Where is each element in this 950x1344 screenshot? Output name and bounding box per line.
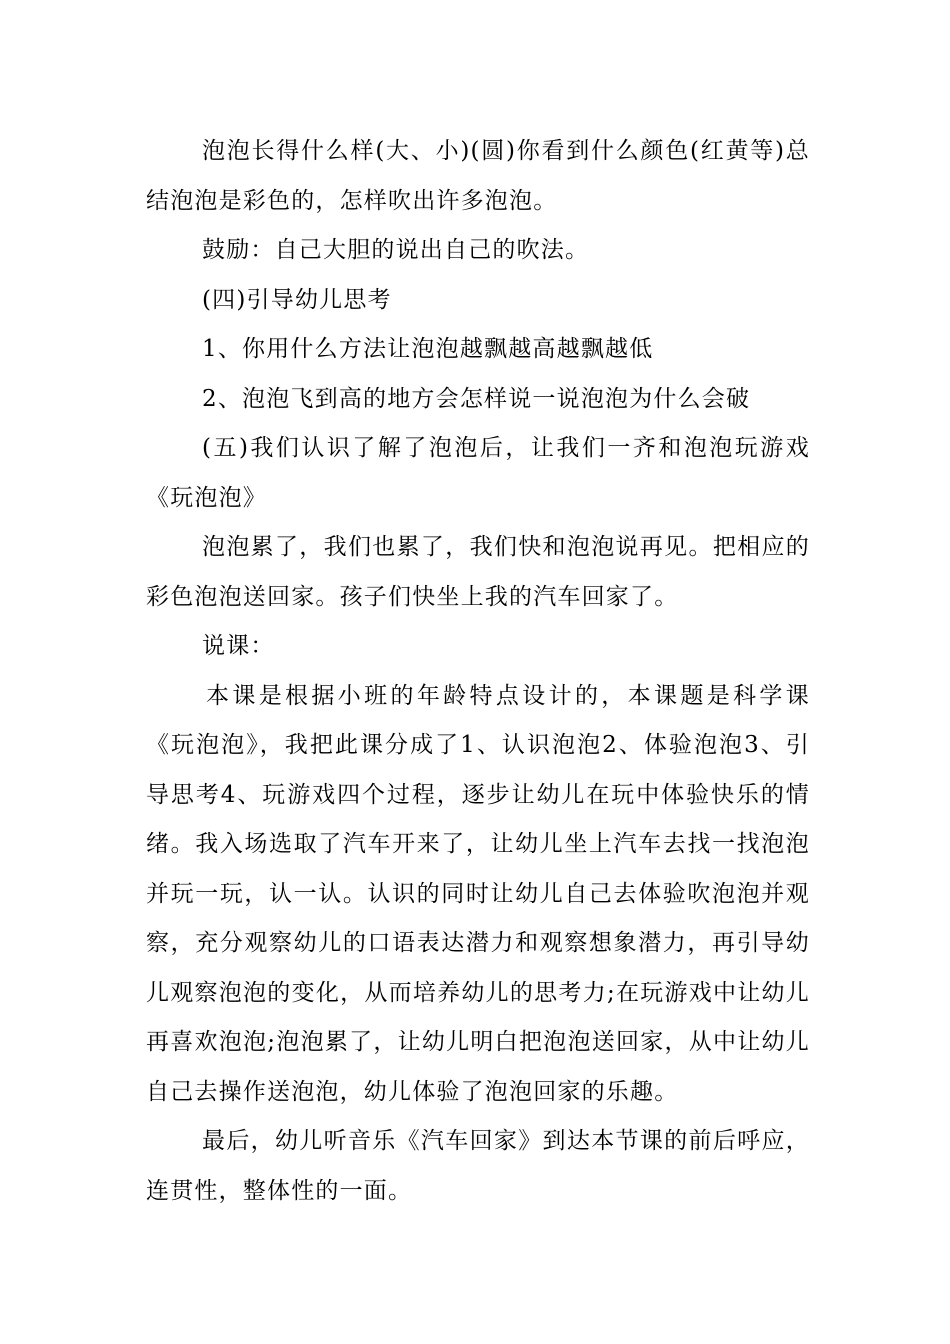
paragraph-goodbye: 泡泡累了，我们也累了，我们快和泡泡说再见。把相应的彩色泡泡送回家。孩子们快坐上我的汽车回家了。 — [146, 534, 810, 610]
section-heading-five: (五)我们认识了解了泡泡后，让我们一齐和泡泡玩游戏《玩泡泡》 — [146, 435, 810, 511]
paragraph-lesson-summary: 本课是根据小班的年龄特点设计的，本课题是科学课《玩泡泡》，我把此课分成了1、认识泡泡2、体验泡泡3、引导思考4、玩游戏四个过程，逐步让幼儿在玩中体验快乐的情绪。我入场选取了汽车开来了，让幼儿坐上汽车去找一找泡泡并玩一玩，认一认。认识的同时让幼儿自己去体验吹泡泡并观察，充分观察幼儿的口语表达潜力和观察想象潜力，再引导幼儿观察泡泡的变化，从而培养幼儿的思考力;在玩游戏中让幼儿再喜欢泡泡;泡泡累了，让幼儿明白把泡泡送回家，从中让幼儿自己去操作送泡泡，幼儿体验了泡泡回家的乐趣。 — [146, 682, 810, 1105]
list-item-2: 2、泡泡飞到高的地方会怎样说一说泡泡为什么会破 — [202, 385, 751, 412]
lesson-talk-heading: 说课： — [202, 633, 275, 659]
paragraph-conclusion: 最后，幼儿听音乐《汽车回家》到达本节课的前后呼应，连贯性，整体性的一面。 — [146, 1128, 810, 1204]
paragraph-bubble-description: 泡泡长得什么样(大、小)(圆)你看到什么颜色(红黄等)总结泡泡是彩色的，怎样吹出许多泡泡。 — [146, 138, 810, 214]
section-heading-four: (四)引导幼儿思考 — [202, 286, 392, 313]
list-item-1: 1、你用什么方法让泡泡越飘越高越飘越低 — [202, 336, 654, 362]
paragraph-encourage: 鼓励：自己大胆的说出自己的吹法。 — [202, 237, 590, 263]
document-body — [146, 127, 810, 1216]
